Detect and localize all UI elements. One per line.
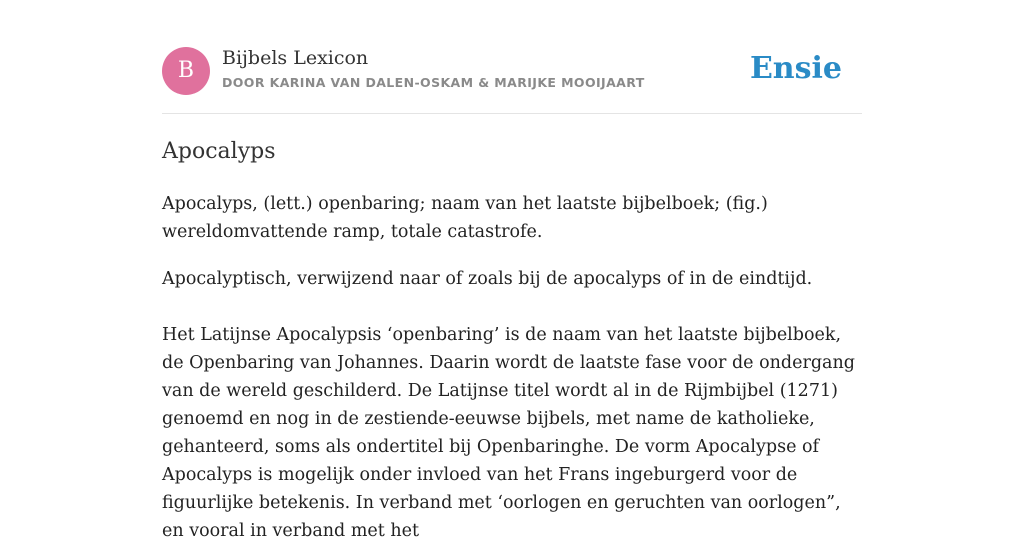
entry-body: Het Latijnse Apocalypsis ‘openbaring’ is de naam van het laatste bijbelboek, de Openbaring van Johannes. Daarin wordt de laatste fase voor de ondergang van de wereld geschilderd. De Latijnse titel wordt al in de Rijmbijbel (1271) genoemd en nog in de zestiende-eeuwse bijbels, met name de katholieke, gehanteerd, soms als ondertitel bij Openbaringhe. De vorm Apocalypse of Apocalyps is mogelijk onder invloed van het Frans ingeburgerd voor de figuurlijke betekenis. In verband met ‘oorlogen en geruchten van oorlogen”, en vooral in verband met het xyxy=(162,325,855,541)
entry-page xyxy=(162,0,862,541)
book-avatar[interactable]: B xyxy=(162,47,210,95)
book-header xyxy=(162,46,862,96)
header-divider xyxy=(162,113,862,114)
book-authors: DOOR KARINA VAN DALEN-OSKAM & MARIJKE MOOIJAART xyxy=(222,75,645,90)
ensie-logo[interactable]: Ensie xyxy=(749,51,842,86)
entry-derivative: Apocalyptisch, verwijzend naar of zoals bij de apocalyps of in de eindtijd. xyxy=(162,269,813,289)
entry-definition: Apocalyps, (lett.) openbaring; naam van het laatste bijbelboek; (fig.) wereldomvattende ramp, totale catastrofe. xyxy=(162,194,768,242)
entry-title: Apocalyps xyxy=(162,139,276,164)
entry-content xyxy=(162,190,862,545)
book-title[interactable]: Bijbels Lexicon xyxy=(222,47,369,69)
